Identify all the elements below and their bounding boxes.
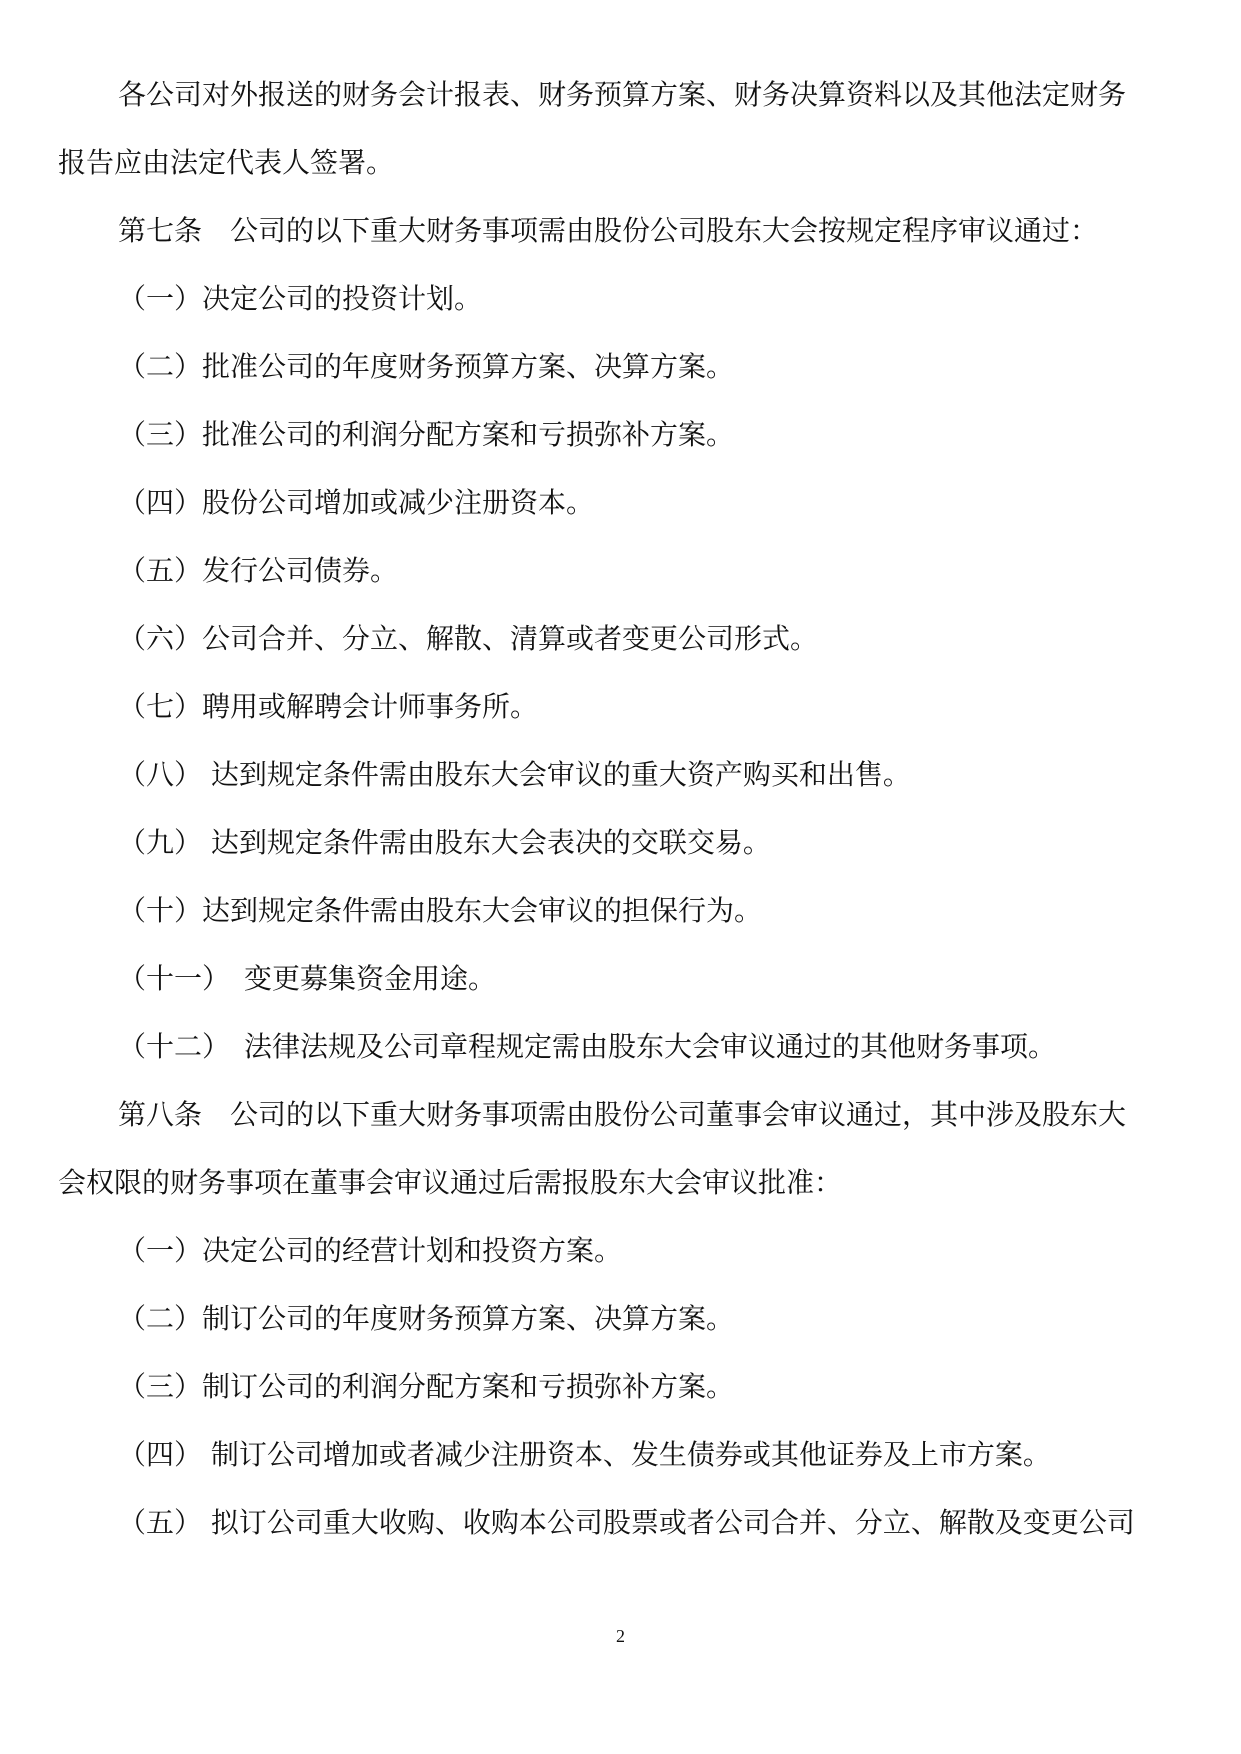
text-line: （一）决定公司的投资计划。 <box>118 282 483 315</box>
text-line: （二）制订公司的年度财务预算方案、决算方案。 <box>118 1302 735 1335</box>
text-line: （十）达到规定条件需由股东大会审议的担保行为。 <box>118 894 763 927</box>
text-line: （七）聘用或解聘会计师事务所。 <box>118 690 539 723</box>
text-line: （一）决定公司的经营计划和投资方案。 <box>118 1234 623 1267</box>
text-line: （五） 拟订公司重大收购、收购本公司股票或者公司合并、分立、解散及变更公司 <box>118 1506 1135 1539</box>
text-line: 第八条 公司的以下重大财务事项需由股份公司董事会审议通过，其中涉及股东大 <box>118 1098 1127 1131</box>
text-line: 第七条 公司的以下重大财务事项需由股份公司股东大会按规定程序审议通过： <box>118 214 1099 247</box>
text-line: （二）批准公司的年度财务预算方案、决算方案。 <box>118 350 735 383</box>
text-line: （五）发行公司债券。 <box>118 554 399 587</box>
text-line: （三）制订公司的利润分配方案和亏损弥补方案。 <box>118 1370 735 1403</box>
text-line: （八） 达到规定条件需由股东大会审议的重大资产购买和出售。 <box>118 758 911 791</box>
text-line: （九） 达到规定条件需由股东大会表决的交联交易。 <box>118 826 771 859</box>
text-line: （四）股份公司增加或减少注册资本。 <box>118 486 595 519</box>
text-line: 各公司对外报送的财务会计报表、财务预算方案、财务决算资料以及其他法定财务 <box>118 78 1127 111</box>
text-line: （十二） 法律法规及公司章程规定需由股东大会审议通过的其他财务事项。 <box>118 1030 1057 1063</box>
page-number: 2 <box>616 1626 625 1646</box>
text-line: 会权限的财务事项在董事会审议通过后需报股东大会审议批准： <box>58 1166 843 1199</box>
text-line: 报告应由法定代表人签署。 <box>58 146 395 179</box>
text-line: （三）批准公司的利润分配方案和亏损弥补方案。 <box>118 418 735 451</box>
text-line: （十一） 变更募集资金用途。 <box>118 962 497 995</box>
text-line: （六）公司合并、分立、解散、清算或者变更公司形式。 <box>118 622 819 655</box>
text-line: （四） 制订公司增加或者减少注册资本、发生债券或其他证券及上市方案。 <box>118 1438 1051 1471</box>
